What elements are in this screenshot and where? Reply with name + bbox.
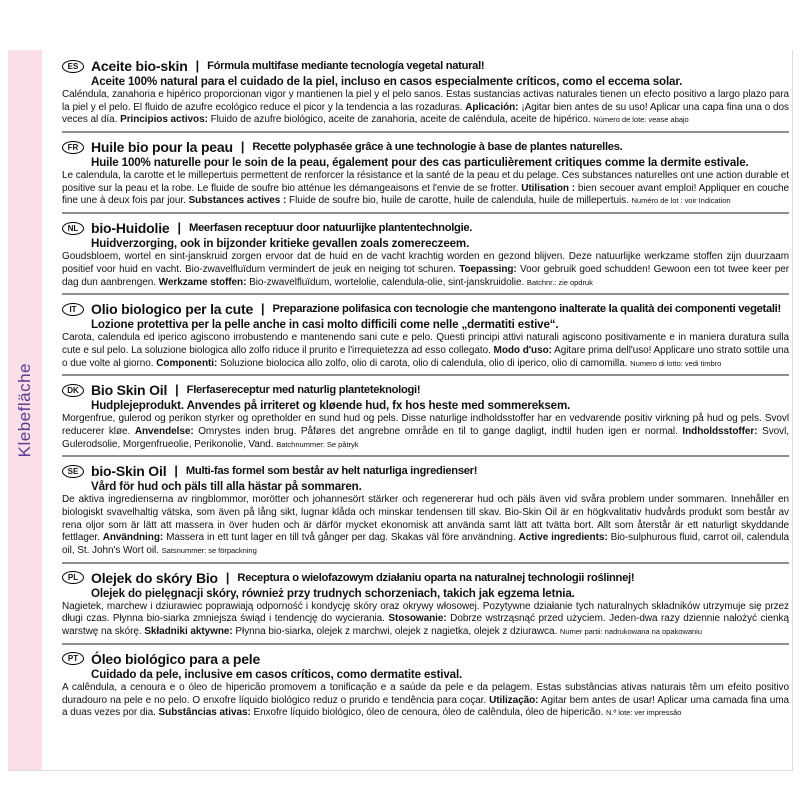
section-title: Óleo biológico para a pele (91, 650, 261, 667)
adhesive-area-label: Klebefläche (15, 362, 34, 458)
title-separator: | (175, 383, 179, 398)
language-section-fr (62, 139, 789, 214)
section-tagline: Meerfasen receptuur door natuurlijke plantentechnolgie. (188, 222, 473, 235)
language-section-nl (62, 220, 789, 295)
language-code-badge: NL (62, 222, 84, 235)
section-header (62, 570, 789, 586)
section-subtitle: Olejek do pielęgnacji skóry, również przy trudnych schorzeniach, takich jak egzema letnia. (91, 586, 575, 600)
section-body: Goudsbloem, wortel en sint-janskruid zorgen ervoor dat de huid en de vacht krachtig worden en gezond blijven. Deze natuurlijke werkzame stoffen zijn duurzaam positief voor huid en vacht. Bio-zwavelfluïdum vermindert de jeuk en neiging tot schuren. Toepassing: Voor gebruik goed schudden! Gewoon een tot twee keer per dag dun aanbrengen. Werkzame stoffen: Bio-zwavelfluïdum, wortelolie, calendula-olie, sint-janskruidolie. Batchnr.: zie opdruk (62, 251, 789, 288)
section-header (62, 220, 789, 236)
section-title: Bio Skin Oil (91, 382, 168, 399)
language-section-se (62, 463, 789, 563)
section-body: Nagietek, marchew i dziurawiec poprawiają odporność i kondycję skóry oraz okrywy włosowej. Pozytywne działanie tych naturalnych składników utrzymuje się przez długi czas. Płynna bio-siarka zmniejsza świąd i tendencję do wycierania. Stosowanie: Dobrze wstrząsnąć przed użyciem. Jeden-dwa razy dziennie nałożyć cienką warstwę na skórę. Składniki aktywne: Płynna bio-siarka, olejek z marchwi, olejek z nagietka, olejek z dziurawca. Numer partii: nadrukowana na opakowaniu (62, 600, 789, 638)
section-title: bio-Huidolie (91, 220, 170, 237)
section-body: Le calendula, la carotte et le millepertuis permettent de renforcer la résistance et la santé de la peau et du pelage. Ces substances naturelles ont une action durable et positive sur la peau et la robe. Le fluide de soufre bio atténue les démangeaisons et l'envie de se frotter. Utilisation : bien secouer avant emploi! Appliquer en couche fine une à deux fois par jour. Substances actives : Fluide de soufre bio, huile de carotte, huile de calendula, huile de millepertuis. Numéro de lot : voir Indication (62, 170, 789, 207)
section-subtitle: Lozione protettiva per la pelle anche in casi molto difficili come nelle „dermatiti estive“. (91, 318, 559, 332)
section-body: A calêndula, a cenoura e o óleo de hipericão promovem a tonificação e a saúde da pele e da pelagem. Estas substâncias ativas naturais têm um efeito positivo duradouro na pele e no pelo. O enxofre líquido biológico reduz o prurido e tendência para coçar. Utilização: Agitar bem antes de usar! Aplicar uma camada fina uma a duas vezes por dia. Substâncias ativas: Enxofre líquido biológico, óleo de cenoura, óleo de calêndula, óleo de hipericão. N.º lote: ver impressão (62, 681, 789, 719)
section-tagline: Receptura o wielofazowym działaniu oparta na naturalnej technologii roślinnej! (237, 571, 635, 584)
section-body: Caléndula, zanahoria e hipérico proporcionan vigor y mantienen la piel y el pelo sanos. Estas sustancias activas naturales tienen un efecto positivo a largo plazo para la piel y el pelo. El fluido de azufre ecológico reduce el picor y la tendencia a las rozaduras. Aplicación: ¡Agitar bien antes de su uso! Aplicar una capa fina una o dos veces al día. Principios activos: Fluido de azufre biológico, aceite de zanahoria, aceite de caléndula, aceite de hipérico. Número de lote: vease abajo (62, 89, 789, 126)
section-subtitle: Hudplejeprodukt. Anvendes på irriteret og kløende hud, fx hos heste med sommereksem. (91, 399, 571, 413)
section-subtitle: Huile 100% naturelle pour le soin de la peau, également pour des cas particulièrement critiques comme la dermite estivale. (91, 156, 749, 170)
section-tagline: Recette polyphasée grâce à une technologie à base de plantes naturelles. (252, 141, 623, 154)
section-title: Aceite bio-skin (91, 58, 188, 74)
language-code-badge: PT (62, 652, 84, 665)
title-separator: | (177, 221, 181, 236)
section-title: Huile bio pour la peau (91, 139, 233, 156)
section-header (62, 139, 789, 155)
language-section-it (62, 301, 789, 376)
section-subtitle: Vård för hud och päls till alla hästar på sommaren. (91, 480, 362, 494)
language-section-dk (62, 382, 789, 457)
section-body: Carota, calendula ed iperico agiscono irrobustendo e mantenendo sani cute e pelo. Questi principi attivi naturali agiscono positivamente e in maniera duratura sulla cute e sul pelo. La soluzione biologica allo zolfo riduce il prurito e l'irrequietezza ad esso collegato. Modo d'uso: Agitare prima dell'uso! Applicare uno strato sottile una o due volte al giorno. Componenti: Soluzione biolocica allo zolfo, olio di carota, olio di calendula, olio di iperico, olio di camomilla. Numero di lotto: vedi timbro (62, 332, 789, 369)
label-content (62, 58, 789, 730)
language-section-pl (62, 570, 789, 645)
section-subtitle: Aceite 100% natural para el cuidado de la piel, incluso en casos especialmente críticos, como el eccema solar. (91, 75, 683, 88)
language-code-badge: SE (62, 465, 84, 478)
section-title: Olejek do skóry Bio (91, 569, 218, 586)
title-separator: | (225, 570, 230, 585)
language-code-badge: FR (62, 141, 84, 154)
section-subtitle: Huidverzorging, ook in bijzonder kritieke gevallen zoals zomereczeem. (91, 237, 470, 251)
language-code-badge: DK (62, 384, 84, 397)
section-header (62, 382, 789, 398)
title-separator: | (261, 302, 265, 317)
title-separator: | (195, 59, 200, 73)
language-section-es (62, 58, 789, 133)
adhesive-area-strip (8, 50, 42, 770)
section-tagline: Fórmula multifase mediante tecnología vegetal natural! (207, 60, 485, 72)
language-section-pt (62, 651, 789, 724)
language-code-badge: IT (62, 303, 84, 316)
section-body: Morgenfrue, gulerod og perikon styrker og opretholder en sund hud og pels. Disse naturlige indholdsstoffer har en vedvarende positiv virkning på hud og pels. Svovl reducerer kløe. Anvendelse: Omrystes inden brug. Påføres det angrebne område en til to gange dagligt, indtil huden igen er normal. Indholdsstoffer: Svovl, Gulerodsolie, Morgenfrueolie, Perikonolie, Vand. Batchnummer: Se påtryk (62, 413, 789, 450)
section-header (62, 58, 789, 74)
section-header (62, 463, 789, 479)
section-subtitle: Cuidado da pele, inclusive em casos críticos, como dermatite estival. (91, 667, 463, 681)
section-header (62, 301, 789, 317)
section-tagline: Multi-fas formel som består av helt naturliga ingredienser! (185, 465, 478, 478)
section-title: bio-Skin Oil (91, 463, 167, 480)
language-code-badge: PL (62, 571, 84, 584)
title-separator: | (240, 140, 245, 155)
title-separator: | (174, 464, 178, 479)
section-title: Olio biologico per la cute (91, 301, 254, 318)
section-body: De aktiva ingredienserna av ringblommor, morötter och johannesört stärker och regenererar hud och päls även vid svåra problem under sommaren. Innehåller en biologiskt svavelhaltig vätska, som även på lång sikt, lugnar klåda och minskar tendensen till skav. Bio-Skin Oil är en högkvalitativ hudvårds produkt som består av rena oljor som är lätt att massera in över huden och är därför mycket ekonomisk att använda samt lätt att tvätta bort. Allt som återstår är ett naturligt skyddande fettlager. Användning: Massera in ett tunt lager en till två gånger per dag. Skakas väl före användning. Active ingredients: Bio-sulphurous fluid, carrot oil, calendula oil, St. John's Wort oil. Satsnummer: se förpackning (62, 494, 789, 557)
section-tagline: Flerfasereceptur med naturlig planteteknologi! (186, 384, 421, 397)
language-code-badge: ES (62, 60, 84, 73)
section-tagline: Preparazione polifasica con tecnologie che mantengono inalterate la qualità dei componenti vegetali! (272, 303, 781, 316)
section-header (62, 651, 789, 667)
